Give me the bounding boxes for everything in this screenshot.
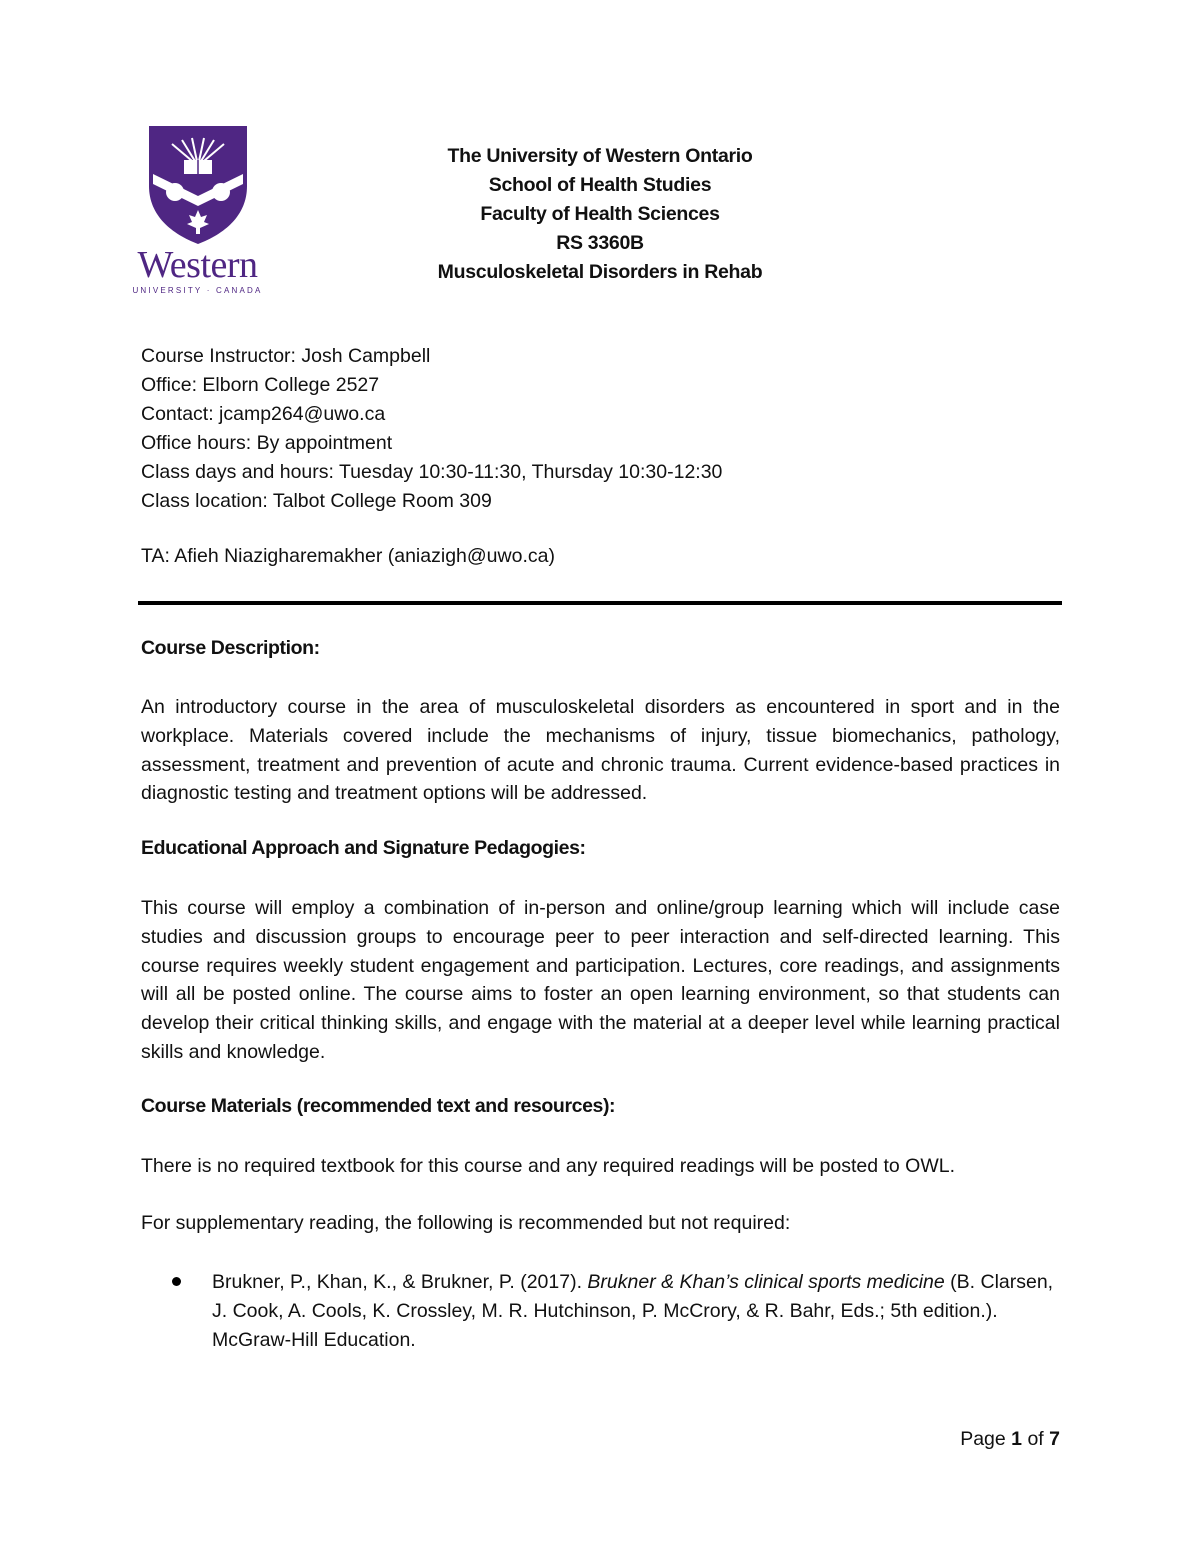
bib-details: (B. Clarsen, J. Cook, A. Cools, K. Crossley, M. R. Hutchinson, P. McCrory, & R. Bahr, Eds.; 5th edition.). McGraw-Hill Education.: [212, 1271, 1054, 1351]
materials-text-required: There is no required textbook for this course and any required readings will be posted to OWL.: [141, 1155, 956, 1177]
course-title: Musculoskeletal Disorders in Rehab: [437, 261, 763, 283]
school-name: School of Health Studies: [488, 174, 712, 196]
materials-text-supplementary: For supplementary reading, the following is recommended but not required:: [141, 1212, 791, 1234]
course-code: RS 3360B: [556, 232, 644, 254]
western-logo: [120, 124, 275, 302]
contact-line: Contact: jcamp264@uwo.ca: [141, 403, 386, 425]
logo-wordmark: Western: [137, 244, 258, 286]
office-line: Office: Elborn College 2527: [141, 374, 380, 396]
description-text: An introductory course in the area of musculoskeletal disorders as encountered in sport and in the workplace. Materials covered include the mechanisms of injury, tissue biomechanics, pathology, assessment, treatment and prevention of acute and chronic trauma. Current evidence-based practices in diagnostic testing and treatment options will be addressed.: [141, 696, 1060, 805]
office-hours-line: Office hours: By appointment: [141, 432, 393, 454]
bib-authors: Brukner, P., Khan, K., & Brukner, P. (2017).: [212, 1271, 588, 1293]
page-total: 7: [1049, 1428, 1060, 1450]
course-info: [141, 342, 722, 516]
approach-heading: Educational Approach and Signature Pedagogies:: [141, 837, 586, 859]
faculty-name: Faculty of Health Sciences: [480, 203, 720, 225]
page-current: 1: [1011, 1428, 1023, 1450]
description-heading: Course Description:: [141, 637, 320, 659]
page-prefix: Page: [960, 1428, 1012, 1450]
divider-rule: [138, 601, 1062, 605]
document-header: [330, 142, 870, 287]
approach-text: This course will employ a combination of in-person and online/group learning which will include case studies and discussion groups to encourage peer to peer interaction and self-directed learning. This course requires weekly student engagement and participation. Lectures, core readings, and assignments will all be posted online. The course aims to foster an open learning environment, so that students can develop their critical thinking skills, and engage with the material at a deeper level while learning practical skills and knowledge.: [141, 897, 1060, 1063]
bullet-icon: [172, 1274, 184, 1286]
class-days-line: Class days and hours: Tuesday 10:30-11:30, Thursday 10:30-12:30: [141, 461, 723, 483]
page-of: of: [1022, 1428, 1050, 1450]
bibliography-entry: [212, 1268, 1062, 1354]
class-location-line: Class location: Talbot College Room 309: [141, 490, 492, 512]
logo-subline: UNIVERSITY · CANADA: [132, 286, 263, 295]
instructor-line: Course Instructor: Josh Campbell: [141, 345, 431, 367]
materials-heading: Course Materials (recommended text and resources):: [141, 1095, 616, 1117]
bib-title: Brukner & Khan’s clinical sports medicine: [587, 1271, 945, 1293]
page-number: [960, 1428, 1060, 1451]
university-name: The University of Western Ontario: [447, 145, 753, 167]
crest-icon: [120, 124, 275, 244]
ta-line: TA: Afieh Niazigharemakher (aniazigh@uwo.ca): [141, 545, 555, 567]
